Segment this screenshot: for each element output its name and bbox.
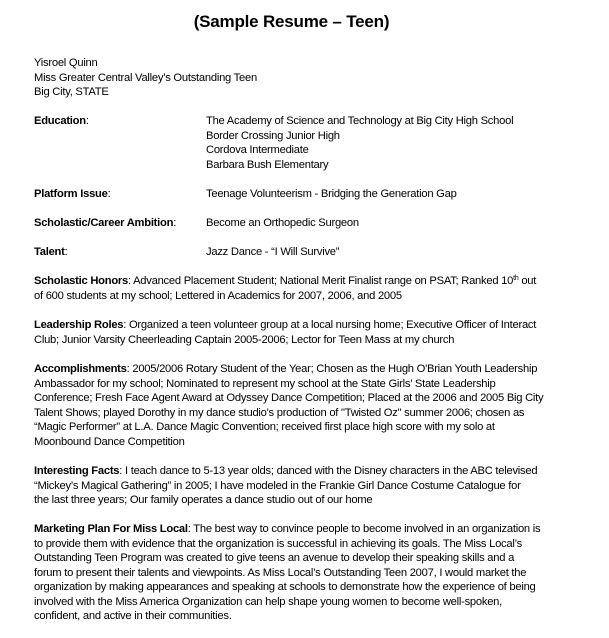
honors-text: out [518, 275, 537, 287]
accomplishments-line: Talent Shows; played Dorothy in my dance studio's production of "Twisted Oz" summer 2006; chosen as [34, 407, 525, 419]
facts-line: the last three years; Our family operates a dance studio out of our home [34, 494, 373, 506]
honors-superscript: th [513, 275, 519, 282]
marketing-text: : The best way to convince people to become involved in an organization is [187, 523, 541, 535]
accomplishments-label: Accomplishments [34, 363, 127, 375]
marketing-label: Marketing Plan For Miss Local [34, 523, 188, 535]
talent-value: Jazz Dance - “I Will Survive” [206, 246, 340, 258]
accomplishments-line: Ambassador for my school; Nominated to represent my school at the State Girls’ State Leadership [34, 378, 496, 390]
accomplishments-text: : 2005/2006 Rotary Student of the Year; Chosen as the Hugh O'Brian Youth Leadership [126, 363, 538, 375]
facts-label: Interesting Facts [34, 465, 120, 477]
education-item: Cordova Intermediate [206, 144, 309, 157]
marketing-line: involved with the Miss America Organization can help shape young women to become well-spoken, [34, 596, 503, 608]
education-item: Border Crossing Junior High [206, 129, 340, 142]
leadership-text: : Organized a teen volunteer group at a local nursing home; Executive Officer of Interact [123, 319, 537, 331]
leadership-line: Club; Junior Varsity Cheerleading Captain 2005-2006; Lector for Teen Mass at my church [34, 334, 455, 346]
talent-label-text: Talent [34, 246, 65, 258]
marketing-line: organization by making appearances and speaking at schools to demonstrate how the experience of being [34, 581, 536, 593]
education-item: Barbara Bush Elementary [206, 158, 329, 171]
honors-line: of 600 students at my school; Lettered in Academics for 2007, 2006, and 2005 [34, 290, 402, 302]
ambition-value: Become an Orthopedic Surgeon [206, 217, 359, 229]
talent-label [34, 245, 67, 260]
marketing-line: forum to present their talents and viewpoints. As Miss Local’s Outstanding Teen 2007, I would market the [34, 567, 527, 579]
honors-label: Scholastic Honors [34, 275, 128, 287]
leadership-label: Leadership Roles [34, 319, 124, 331]
honors-line [34, 274, 536, 289]
platform-colon: : [107, 188, 111, 200]
candidate-name: Yisroel Quinn [34, 57, 98, 69]
document-title: (Sample Resume – Teen) [193, 12, 390, 31]
marketing-line: to provide them with evidence that the organization is successful in achieving its goals. The Miss Local’s [34, 538, 522, 550]
ambition-colon: : [173, 217, 177, 229]
candidate-titleholder: Miss Greater Central Valley’s Outstanding Teen [34, 72, 257, 84]
accomplishments-line [34, 362, 537, 377]
talent-colon: : [64, 246, 68, 258]
platform-label [34, 187, 110, 202]
accomplishments-line: Moonbound Dance Competition [34, 436, 185, 448]
accomplishments-line: Conference; Fresh Face Agent Award at Odyssey Dance Competition; Placed at the 2006 and 2005 Big City [34, 392, 544, 404]
facts-text: : I teach dance to 5-13 year olds; danced with the Disney characters in the ABC televised [119, 465, 538, 477]
accomplishments-line: “Magic Performer” at L.A. Dance Magic Convention; received first place high score with my solo at [34, 421, 495, 433]
ambition-label-text: Scholastic/Career Ambition [34, 217, 174, 229]
facts-line: “Mickey’s Magical Gathering” in 2005; I have modeled in the Frankie Girl Dance Costume Catalogue for [34, 480, 521, 492]
education-label-text: Education [34, 115, 86, 127]
marketing-line: confident, and active in their communities. [34, 610, 232, 622]
education-list [206, 114, 513, 172]
education-colon: : [85, 115, 89, 127]
education-label [34, 114, 89, 129]
platform-label-text: Platform Issue [34, 188, 108, 200]
facts-line [34, 464, 537, 479]
honors-text: : Advanced Placement Student; National Merit Finalist range on PSAT; Ranked 10 [127, 275, 514, 287]
marketing-line: Outstanding Teen Program was created to give teens an avenue to develop their speaking skills and a [34, 552, 515, 564]
marketing-line [34, 522, 540, 537]
leadership-line [34, 318, 536, 333]
candidate-location: Big City, STATE [34, 86, 109, 98]
education-item: The Academy of Science and Technology at Big City High School [206, 115, 514, 127]
platform-value: Teenage Volunteerism - Bridging the Generation Gap [206, 188, 457, 200]
ambition-label [34, 216, 176, 231]
